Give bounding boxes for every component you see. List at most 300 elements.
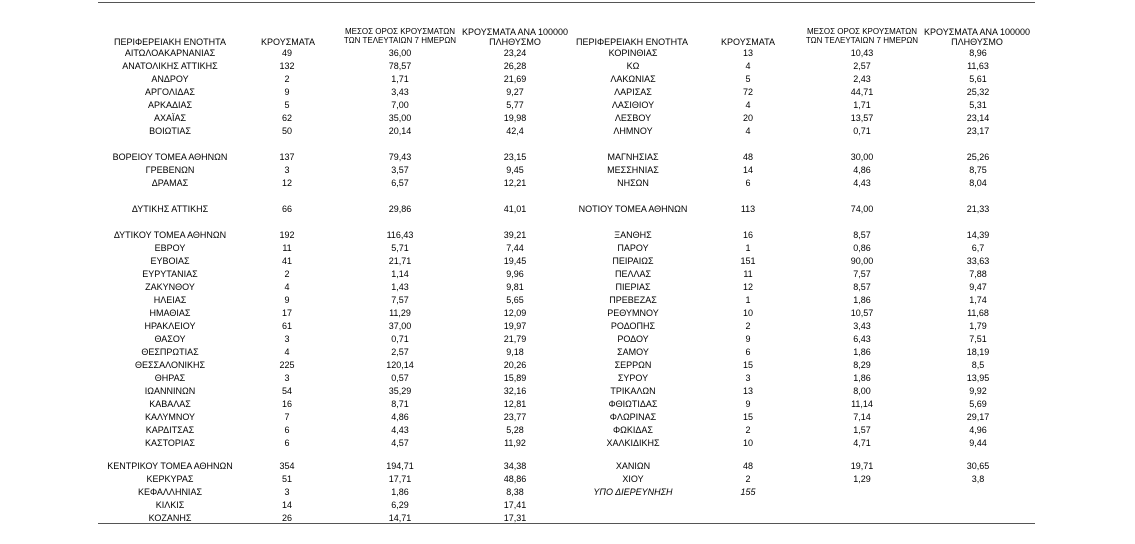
left-cell-cases: 17 xyxy=(281,308,292,318)
left-cell-cases: 192 xyxy=(279,230,295,240)
right-cell-region: ΦΛΩΡΙΝΑΣ xyxy=(609,412,657,422)
left-cell-cases: 3 xyxy=(284,334,290,344)
left-header-avg7-line2: ΤΩΝ ΤΕΛΕΥΤΑΙΩΝ 7 ΗΜΕΡΩΝ xyxy=(343,36,457,45)
table-row xyxy=(0,99,1135,112)
left-header-avg7-line1: ΜΕΣΟΣ ΟΡΟΣ ΚΡΟΥΣΜΑΤΩΝ xyxy=(344,27,456,36)
table-row xyxy=(0,125,1135,138)
right-cell-avg7: 1,86 xyxy=(853,347,871,357)
left-cell-avg7: 1,86 xyxy=(391,487,409,497)
right-cell-region: ΠΙΕΡΙΑΣ xyxy=(615,282,651,292)
left-cell-region: ΚΑΡΔΙΤΣΑΣ xyxy=(145,425,195,435)
right-cell-per100k: 9,47 xyxy=(969,282,987,292)
right-cell-region: ΧΙΟΥ xyxy=(622,474,644,484)
left-cell-region: ΔΥΤΙΚΗΣ ΑΤΤΙΚΗΣ xyxy=(131,204,209,214)
left-cell-per100k: 17,41 xyxy=(503,500,527,510)
left-cell-region: ΚΙΛΚΙΣ xyxy=(155,500,185,510)
left-cell-region: ΕΥΡΥΤΑΝΙΑΣ xyxy=(142,269,198,279)
left-cell-cases: 62 xyxy=(281,113,292,123)
right-cell-per100k: 11,68 xyxy=(967,308,989,318)
left-cell-per100k: 19,98 xyxy=(503,113,527,123)
right-cell-avg7: 2,57 xyxy=(853,61,871,71)
left-cell-per100k: 23,24 xyxy=(503,48,527,58)
left-cell-per100k: 8,38 xyxy=(506,487,524,497)
right-cell-per100k: 30,65 xyxy=(966,461,990,471)
right-cell-region: ΡΟΔΟΠΗΣ xyxy=(610,321,656,331)
table-row xyxy=(0,281,1135,294)
left-cell-per100k: 9,27 xyxy=(506,87,524,97)
left-cell-cases: 3 xyxy=(284,165,290,175)
right-cell-cases: 113 xyxy=(740,204,756,214)
right-header-avg7-line2: ΤΩΝ ΤΕΛΕΥΤΑΙΩΝ 7 ΗΜΕΡΩΝ xyxy=(805,36,919,45)
left-cell-avg7: 3,57 xyxy=(391,165,409,175)
left-cell-cases: 6 xyxy=(284,425,290,435)
right-cell-region: ΡΟΔΟΥ xyxy=(617,334,649,344)
right-header-per100k-line1: ΚΡΟΥΣΜΑΤΑ ΑΝΑ 100000 xyxy=(924,27,1030,37)
left-cell-avg7: 4,57 xyxy=(391,438,409,448)
right-cell-per100k: 5,69 xyxy=(969,399,987,409)
left-cell-per100k: 41,01 xyxy=(503,204,527,214)
right-cell-region: ΠΕΛΛΑΣ xyxy=(614,269,652,279)
right-cell-per100k: 14,39 xyxy=(966,230,990,240)
left-cell-avg7: 79,43 xyxy=(388,152,412,162)
right-cell-cases: 3 xyxy=(745,373,751,383)
right-cell-cases: 2 xyxy=(745,425,751,435)
right-cell-region: ΜΑΓΝΗΣΙΑΣ xyxy=(607,152,659,162)
table-row xyxy=(0,242,1135,255)
right-cell-cases: 151 xyxy=(740,256,756,266)
right-cell-per100k: 25,32 xyxy=(966,87,990,97)
right-cell-cases: 10 xyxy=(742,308,753,318)
table-row xyxy=(0,486,1135,499)
left-cell-per100k: 21,69 xyxy=(503,74,527,84)
left-header-per100k xyxy=(460,27,570,47)
left-cell-region: ΚΕΝΤΡΙΚΟΥ ΤΟΜΕΑ ΑΘΗΝΩΝ xyxy=(107,461,233,471)
left-cell-avg7: 1,71 xyxy=(391,74,409,84)
right-cell-per100k: 6,7 xyxy=(971,243,985,253)
left-cell-region: ΚΕΦΑΛΛΗΝΙΑΣ xyxy=(137,487,203,497)
left-cell-region: ΕΥΒΟΙΑΣ xyxy=(150,256,190,266)
right-cell-per100k: 29,17 xyxy=(966,412,990,422)
table-row xyxy=(0,424,1135,437)
right-cell-region: ΧΑΛΚΙΔΙΚΗΣ xyxy=(606,438,660,448)
right-cell-region: ΝΟΤΙΟΥ ΤΟΜΕΑ ΑΘΗΝΩΝ xyxy=(578,204,688,214)
table-row xyxy=(0,372,1135,385)
table-row xyxy=(0,255,1135,268)
left-cell-per100k: 15,89 xyxy=(503,373,527,383)
left-cell-per100k: 5,65 xyxy=(506,295,524,305)
right-cell-cases: 2 xyxy=(745,474,751,484)
left-cell-per100k: 5,77 xyxy=(506,100,524,110)
right-cell-avg7: 4,71 xyxy=(853,438,871,448)
left-cell-cases: 2 xyxy=(284,269,290,279)
right-header-avg7-line1: ΜΕΣΟΣ ΟΡΟΣ ΚΡΟΥΣΜΑΤΩΝ xyxy=(806,27,918,36)
left-cell-per100k: 26,28 xyxy=(503,61,527,71)
left-cell-cases: 6 xyxy=(284,438,290,448)
table-row xyxy=(0,346,1135,359)
left-cell-cases: 137 xyxy=(279,152,295,162)
left-cell-region: ΑΧΑΪΑΣ xyxy=(153,113,187,123)
table-row xyxy=(0,60,1135,73)
right-cell-per100k: 5,31 xyxy=(969,100,987,110)
left-cell-avg7: 5,71 xyxy=(391,243,409,253)
left-cell-per100k: 9,18 xyxy=(506,347,524,357)
left-cell-cases: 16 xyxy=(281,399,292,409)
right-cell-avg7: 6,43 xyxy=(853,334,871,344)
left-cell-region: ΕΒΡΟΥ xyxy=(154,243,186,253)
right-cell-cases: 15 xyxy=(742,360,753,370)
right-cell-avg7: 0,86 xyxy=(853,243,871,253)
table-row xyxy=(0,229,1135,242)
table-row xyxy=(0,333,1135,346)
right-cell-region: ΠΡΕΒΕΖΑΣ xyxy=(609,295,657,305)
left-cell-per100k: 19,45 xyxy=(503,256,527,266)
right-header-region: ΠΕΡΙΦΕΡΕΙΑΚΗ ΕΝΟΤΗΤΑ xyxy=(575,37,689,47)
right-cell-region: ΤΡΙΚΑΛΩΝ xyxy=(610,386,656,396)
left-cell-avg7: 0,71 xyxy=(391,334,409,344)
right-cell-avg7: 74,00 xyxy=(850,204,874,214)
left-cell-cases: 54 xyxy=(281,386,292,396)
left-cell-per100k: 21,79 xyxy=(503,334,527,344)
right-cell-avg7: 10,43 xyxy=(850,48,874,58)
right-cell-cases: 10 xyxy=(742,438,753,448)
left-cell-cases: 49 xyxy=(281,48,292,58)
left-cell-cases: 14 xyxy=(281,500,292,510)
left-cell-avg7: 120,14 xyxy=(386,360,414,370)
right-cell-cases: 5 xyxy=(745,74,751,84)
left-cell-region: ΗΜΑΘΙΑΣ xyxy=(149,308,191,318)
left-cell-region: ΚΕΡΚΥΡΑΣ xyxy=(146,474,194,484)
right-cell-avg7: 11,14 xyxy=(851,399,873,409)
table-row xyxy=(0,47,1135,60)
left-cell-region: ΑΙΤΩΛΟΑΚΑΡΝΑΝΙΑΣ xyxy=(124,48,216,58)
left-cell-per100k: 34,38 xyxy=(503,461,527,471)
left-cell-region: ΗΛΕΙΑΣ xyxy=(153,295,187,305)
right-cell-cases: 4 xyxy=(745,61,751,71)
right-cell-avg7: 0,71 xyxy=(853,126,871,136)
left-cell-region: ΚΑΛΥΜΝΟΥ xyxy=(144,412,196,422)
left-cell-avg7: 1,14 xyxy=(391,269,409,279)
right-cell-cases: 4 xyxy=(745,100,751,110)
right-cell-per100k: 25,26 xyxy=(966,152,990,162)
right-cell-region: ΥΠΟ ΔΙΕΡΕΥΝΗΣΗ xyxy=(593,487,673,497)
table-row xyxy=(0,320,1135,333)
left-cell-avg7: 35,29 xyxy=(388,386,412,396)
right-cell-cases: 6 xyxy=(745,178,751,188)
right-cell-avg7: 4,86 xyxy=(853,165,871,175)
left-cell-per100k: 9,45 xyxy=(506,165,524,175)
left-cell-cases: 11 xyxy=(282,243,292,253)
left-cell-avg7: 7,00 xyxy=(391,100,409,110)
left-cell-per100k: 32,16 xyxy=(503,386,527,396)
left-cell-cases: 4 xyxy=(284,282,290,292)
right-cell-cases: 13 xyxy=(742,386,753,396)
left-cell-per100k: 7,44 xyxy=(506,243,524,253)
right-cell-region: ΣΑΜΟΥ xyxy=(617,347,649,357)
right-cell-cases: 1 xyxy=(745,295,751,305)
left-cell-avg7: 21,71 xyxy=(388,256,412,266)
right-cell-per100k: 8,96 xyxy=(969,48,987,58)
left-cell-per100k: 42,4 xyxy=(506,126,524,136)
left-cell-region: ΒΟΙΩΤΙΑΣ xyxy=(149,126,191,136)
left-cell-region: ΔΡΑΜΑΣ xyxy=(151,178,189,188)
left-cell-region: ΘΕΣΣΑΛΟΝΙΚΗΣ xyxy=(134,360,206,370)
left-cell-per100k: 9,81 xyxy=(506,282,524,292)
left-cell-region: ΑΝΔΡΟΥ xyxy=(151,74,189,84)
right-cell-per100k: 21,33 xyxy=(966,204,990,214)
table-row xyxy=(0,473,1135,486)
table-row xyxy=(0,398,1135,411)
right-cell-avg7: 8,57 xyxy=(853,230,871,240)
left-cell-region: ΘΑΣΟΥ xyxy=(154,334,186,344)
right-cell-per100k: 7,51 xyxy=(969,334,987,344)
right-cell-per100k: 13,95 xyxy=(966,373,990,383)
left-cell-avg7: 0,57 xyxy=(391,373,409,383)
left-cell-region: ΘΗΡΑΣ xyxy=(154,373,186,383)
left-cell-avg7: 6,29 xyxy=(391,500,409,510)
right-cell-cases: 9 xyxy=(745,399,751,409)
left-cell-region: ΓΡΕΒΕΝΩΝ xyxy=(145,165,195,175)
left-header-per100k-line1: ΚΡΟΥΣΜΑΤΑ ΑΝΑ 100000 xyxy=(462,27,568,37)
right-cell-cases: 15 xyxy=(742,412,753,422)
right-cell-cases: 48 xyxy=(742,152,753,162)
right-cell-region: ΛΗΜΝΟΥ xyxy=(613,126,653,136)
table-row xyxy=(0,385,1135,398)
left-cell-per100k: 12,81 xyxy=(503,399,527,409)
top-rule xyxy=(98,2,1035,3)
right-cell-cases: 1 xyxy=(745,243,751,253)
right-header-per100k-line2: ΠΛΗΘΥΣΜΟ xyxy=(951,37,1003,47)
right-cell-cases: 16 xyxy=(742,230,753,240)
right-cell-cases: 6 xyxy=(745,347,751,357)
right-cell-avg7: 44,71 xyxy=(850,87,874,97)
left-cell-per100k: 39,21 xyxy=(503,230,527,240)
left-cell-cases: 9 xyxy=(284,295,290,305)
right-cell-per100k: 8,5 xyxy=(971,360,985,370)
right-cell-per100k: 8,04 xyxy=(969,178,987,188)
right-cell-avg7: 1,71 xyxy=(853,100,871,110)
left-cell-cases: 4 xyxy=(284,347,290,357)
right-cell-avg7: 8,29 xyxy=(853,360,871,370)
right-cell-region: ΛΑΚΩΝΙΑΣ xyxy=(610,74,656,84)
left-header-cases: ΚΡΟΥΣΜΑΤΑ xyxy=(261,37,315,47)
left-cell-region: ΑΡΚΑΔΙΑΣ xyxy=(147,100,193,110)
left-cell-avg7: 11,29 xyxy=(389,308,411,318)
right-cell-per100k: 8,75 xyxy=(969,165,987,175)
right-cell-per100k: 18,19 xyxy=(966,347,990,357)
left-cell-region: ΑΝΑΤΟΛΙΚΗΣ ΑΤΤΙΚΗΣ xyxy=(122,61,218,71)
left-cell-cases: 225 xyxy=(279,360,295,370)
table-row xyxy=(0,177,1135,190)
right-cell-avg7: 1,86 xyxy=(853,295,871,305)
left-cell-per100k: 12,09 xyxy=(503,308,527,318)
right-cell-cases: 48 xyxy=(742,461,753,471)
right-cell-region: ΞΑΝΘΗΣ xyxy=(614,230,652,240)
left-cell-avg7: 17,71 xyxy=(388,474,412,484)
right-cell-per100k: 5,61 xyxy=(969,74,987,84)
right-cell-region: ΜΕΣΣΗΝΙΑΣ xyxy=(607,165,659,175)
right-cell-per100k: 23,14 xyxy=(966,113,990,123)
right-cell-avg7: 3,43 xyxy=(853,321,871,331)
right-cell-cases: 9 xyxy=(745,334,751,344)
right-cell-region: ΠΕΙΡΑΙΩΣ xyxy=(612,256,654,266)
right-cell-cases: 2 xyxy=(745,321,751,331)
left-cell-cases: 5 xyxy=(284,100,290,110)
left-cell-avg7: 194,71 xyxy=(386,461,414,471)
table-row xyxy=(0,73,1135,86)
right-cell-avg7: 7,57 xyxy=(853,269,871,279)
left-cell-per100k: 9,96 xyxy=(506,269,524,279)
left-cell-avg7: 7,57 xyxy=(391,295,409,305)
left-cell-cases: 354 xyxy=(279,461,295,471)
left-cell-avg7: 6,57 xyxy=(391,178,409,188)
left-cell-region: ΘΕΣΠΡΩΤΙΑΣ xyxy=(141,347,199,357)
bottom-rule xyxy=(98,523,1035,524)
left-cell-region: ΚΟΖΑΝΗΣ xyxy=(148,513,192,523)
left-cell-cases: 50 xyxy=(281,126,292,136)
left-cell-region: ΔΥΤΙΚΟΥ ΤΟΜΕΑ ΑΘΗΝΩΝ xyxy=(113,230,227,240)
right-cell-per100k: 33,63 xyxy=(966,256,990,266)
left-cell-avg7: 20,14 xyxy=(388,126,412,136)
table-row xyxy=(0,112,1135,125)
right-cell-region: ΛΑΣΙΘΙΟΥ xyxy=(611,100,655,110)
table-row xyxy=(0,411,1135,424)
right-cell-region: ΦΩΚΙΔΑΣ xyxy=(613,425,653,435)
right-cell-region: ΝΗΣΩΝ xyxy=(617,178,649,188)
left-cell-cases: 7 xyxy=(284,412,290,422)
left-cell-per100k: 11,92 xyxy=(504,438,526,448)
right-cell-region: ΡΕΘΥΜΝΟΥ xyxy=(607,308,659,318)
left-cell-per100k: 23,77 xyxy=(503,412,527,422)
right-cell-per100k: 9,92 xyxy=(969,386,987,396)
right-cell-cases: 11 xyxy=(743,269,753,279)
right-cell-per100k: 4,96 xyxy=(969,425,987,435)
left-header-avg7 xyxy=(335,27,465,45)
right-cell-avg7: 1,86 xyxy=(853,373,871,383)
left-cell-avg7: 4,86 xyxy=(391,412,409,422)
left-cell-cases: 9 xyxy=(284,87,290,97)
left-cell-avg7: 1,43 xyxy=(391,282,409,292)
right-cell-region: ΚΟΡΙΝΘΙΑΣ xyxy=(608,48,658,58)
left-cell-per100k: 17,31 xyxy=(503,513,527,523)
left-cell-cases: 132 xyxy=(279,61,295,71)
right-cell-region: ΦΘΙΩΤΙΔΑΣ xyxy=(608,399,658,409)
right-cell-region: ΠΑΡΟΥ xyxy=(617,243,649,253)
right-cell-per100k: 1,74 xyxy=(969,295,987,305)
left-cell-cases: 51 xyxy=(281,474,292,484)
right-cell-avg7: 8,57 xyxy=(853,282,871,292)
right-cell-per100k: 9,44 xyxy=(969,438,987,448)
left-cell-avg7: 29,86 xyxy=(388,204,412,214)
right-cell-avg7: 13,57 xyxy=(850,113,874,123)
table-row xyxy=(0,307,1135,320)
table-row xyxy=(0,164,1135,177)
right-cell-per100k: 7,88 xyxy=(969,269,987,279)
table-row xyxy=(0,268,1135,281)
right-cell-region: ΧΑΝΙΩΝ xyxy=(615,461,651,471)
left-cell-avg7: 3,43 xyxy=(391,87,409,97)
right-cell-region: ΛΕΣΒΟΥ xyxy=(614,113,652,123)
left-cell-avg7: 8,71 xyxy=(391,399,409,409)
left-header-region: ΠΕΡΙΦΕΡΕΙΑΚΗ ΕΝΟΤΗΤΑ xyxy=(113,37,227,47)
right-cell-avg7: 30,00 xyxy=(850,152,874,162)
left-cell-per100k: 19,97 xyxy=(503,321,527,331)
right-cell-cases: 12 xyxy=(742,282,753,292)
right-cell-per100k: 23,17 xyxy=(966,126,990,136)
right-cell-cases: 4 xyxy=(745,126,751,136)
right-header-cases: ΚΡΟΥΣΜΑΤΑ xyxy=(721,37,775,47)
right-cell-cases: 20 xyxy=(742,113,753,123)
left-cell-per100k: 48,86 xyxy=(503,474,527,484)
left-cell-region: ΗΡΑΚΛΕΙΟΥ xyxy=(144,321,196,331)
right-cell-avg7: 8,00 xyxy=(853,386,871,396)
left-cell-cases: 3 xyxy=(284,373,290,383)
left-cell-region: ΒΟΡΕΙΟΥ ΤΟΜΕΑ ΑΘΗΝΩΝ xyxy=(112,152,228,162)
left-cell-avg7: 36,00 xyxy=(388,48,412,58)
table-row xyxy=(0,437,1135,450)
table-row xyxy=(0,86,1135,99)
right-cell-cases: 155 xyxy=(740,487,756,497)
table-row xyxy=(0,499,1135,512)
left-cell-avg7: 37,00 xyxy=(388,321,412,331)
table-row xyxy=(0,203,1135,216)
left-cell-cases: 3 xyxy=(284,487,290,497)
left-cell-region: ΙΩΑΝΝΙΝΩΝ xyxy=(144,386,196,396)
left-cell-region: ΚΑΒΑΛΑΣ xyxy=(149,399,191,409)
left-cell-per100k: 20,26 xyxy=(503,360,527,370)
right-cell-cases: 13 xyxy=(742,48,753,58)
left-cell-cases: 61 xyxy=(281,321,292,331)
table-row xyxy=(0,151,1135,164)
right-cell-cases: 14 xyxy=(742,165,753,175)
left-cell-per100k: 5,28 xyxy=(506,425,524,435)
left-cell-cases: 66 xyxy=(281,204,292,214)
left-cell-avg7: 4,43 xyxy=(391,425,409,435)
left-cell-avg7: 14,71 xyxy=(388,513,412,523)
left-cell-avg7: 35,00 xyxy=(388,113,412,123)
right-cell-avg7: 1,29 xyxy=(853,474,871,484)
right-cell-avg7: 90,00 xyxy=(850,256,874,266)
right-cell-region: ΣΕΡΡΩΝ xyxy=(614,360,652,370)
left-cell-per100k: 12,21 xyxy=(503,178,527,188)
right-cell-avg7: 19,71 xyxy=(850,461,874,471)
left-cell-region: ΖΑΚΥΝΘΟΥ xyxy=(145,282,195,292)
right-cell-avg7: 1,57 xyxy=(853,425,871,435)
right-cell-avg7: 4,43 xyxy=(853,178,871,188)
right-header-per100k xyxy=(922,27,1032,47)
right-cell-avg7: 10,57 xyxy=(850,308,874,318)
right-cell-per100k: 3,8 xyxy=(971,474,985,484)
right-cell-region: ΣΥΡΟΥ xyxy=(617,373,649,383)
left-cell-cases: 12 xyxy=(281,178,292,188)
left-cell-avg7: 78,57 xyxy=(388,61,412,71)
right-header-avg7 xyxy=(797,27,927,45)
table-row xyxy=(0,359,1135,372)
right-cell-region: ΚΩ xyxy=(626,61,640,71)
left-cell-avg7: 2,57 xyxy=(391,347,409,357)
right-cell-cases: 72 xyxy=(742,87,753,97)
left-cell-avg7: 116,43 xyxy=(386,230,414,240)
right-cell-per100k: 11,63 xyxy=(967,61,989,71)
left-cell-region: ΑΡΓΟΛΙΔΑΣ xyxy=(145,87,195,97)
left-cell-cases: 2 xyxy=(284,74,290,84)
right-cell-avg7: 7,14 xyxy=(853,412,871,422)
right-cell-per100k: 1,79 xyxy=(969,321,987,331)
right-cell-region: ΛΑΡΙΣΑΣ xyxy=(614,87,652,97)
left-cell-per100k: 23,15 xyxy=(503,152,527,162)
left-cell-cases: 26 xyxy=(281,513,292,523)
left-header-per100k-line2: ΠΛΗΘΥΣΜΟ xyxy=(489,37,541,47)
table-row xyxy=(0,294,1135,307)
